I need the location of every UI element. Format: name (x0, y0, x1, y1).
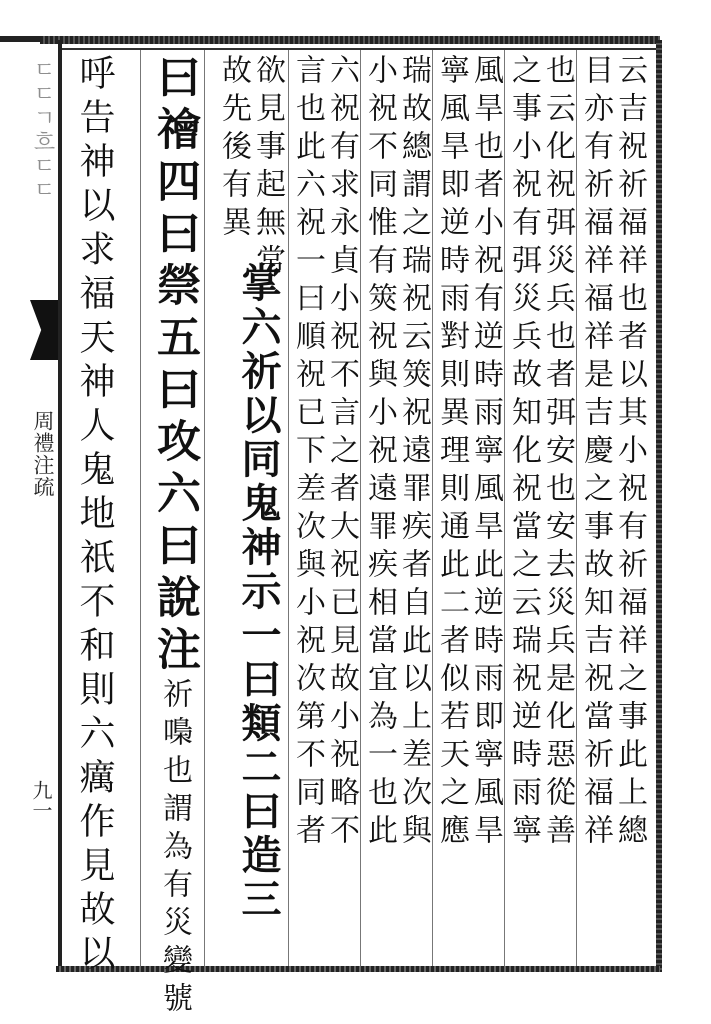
text-column-11a: 欲見事起無常 (250, 54, 285, 282)
text-column-7: 瑞故總謂之瑞祝云筴祝遠罪疾者自此以上差次與 (396, 54, 431, 852)
text-column-13: 呼告神以求福天神人鬼地祇不和則六癘作見故以 (74, 54, 115, 978)
text-column-3: 也云化祝弭災兵也者弭安也安去災兵是化惡從善 (540, 54, 575, 852)
text-column-2: 目亦有祈福祥福祥是吉慶之事故知吉祝當祈福祥 (578, 54, 613, 852)
text-column-10: 言也此六祝一曰順祝已下差次與小祝次第不同者 (290, 54, 325, 852)
page-number: 九一 (29, 780, 53, 820)
frame-left-border (58, 40, 62, 972)
main-text-column-11: 掌六祈以同鬼神示一曰類二曰造三 (235, 262, 282, 922)
column-rule (204, 50, 205, 966)
frame-top-border (40, 36, 660, 44)
column-rule (140, 50, 141, 966)
column-rule (360, 50, 361, 966)
main-text-12: 曰禬四曰禜五曰攻六曰說 (149, 54, 200, 626)
text-column-4: 之事小祝有弭災兵故知化祝當之云瑞祝逆時雨寧 (506, 54, 541, 852)
frame-bottom-border (56, 966, 660, 972)
margin-top-text: ㄷㄷㄱ흐ㄷㄷ (30, 58, 55, 202)
main-text-column-12 (149, 54, 200, 1020)
frame-right-border (656, 40, 662, 972)
annotation-marker: 注 (149, 626, 200, 678)
text-column-9: 六祝有求永貞小祝不言之者大祝已見故小祝略不 (324, 54, 359, 852)
text-column-6: 寧風旱即逆時雨對則異理則通此二者似若天之應 (434, 54, 469, 852)
annotation-text: 祈嘄也謂為有災變號 (157, 678, 192, 1020)
text-column-5: 風旱也者小祝有逆時雨寧風旱此逆時雨即寧風旱 (468, 54, 503, 852)
column-rule (432, 50, 433, 966)
book-title: 周禮注疏 (31, 410, 55, 498)
column-rule (576, 50, 577, 966)
column-rule (504, 50, 505, 966)
text-column-11b: 故先後有異 (216, 54, 251, 244)
text-column-8: 小祝不同惟有筴祝與小祝遠罪疾相當宜為一也此 (362, 54, 397, 852)
column-rule (288, 50, 289, 966)
frame-inner-top (62, 48, 656, 50)
text-column-1: 云吉祝祈福祥也者以其小祝有祈福祥之事此上總 (612, 54, 647, 852)
